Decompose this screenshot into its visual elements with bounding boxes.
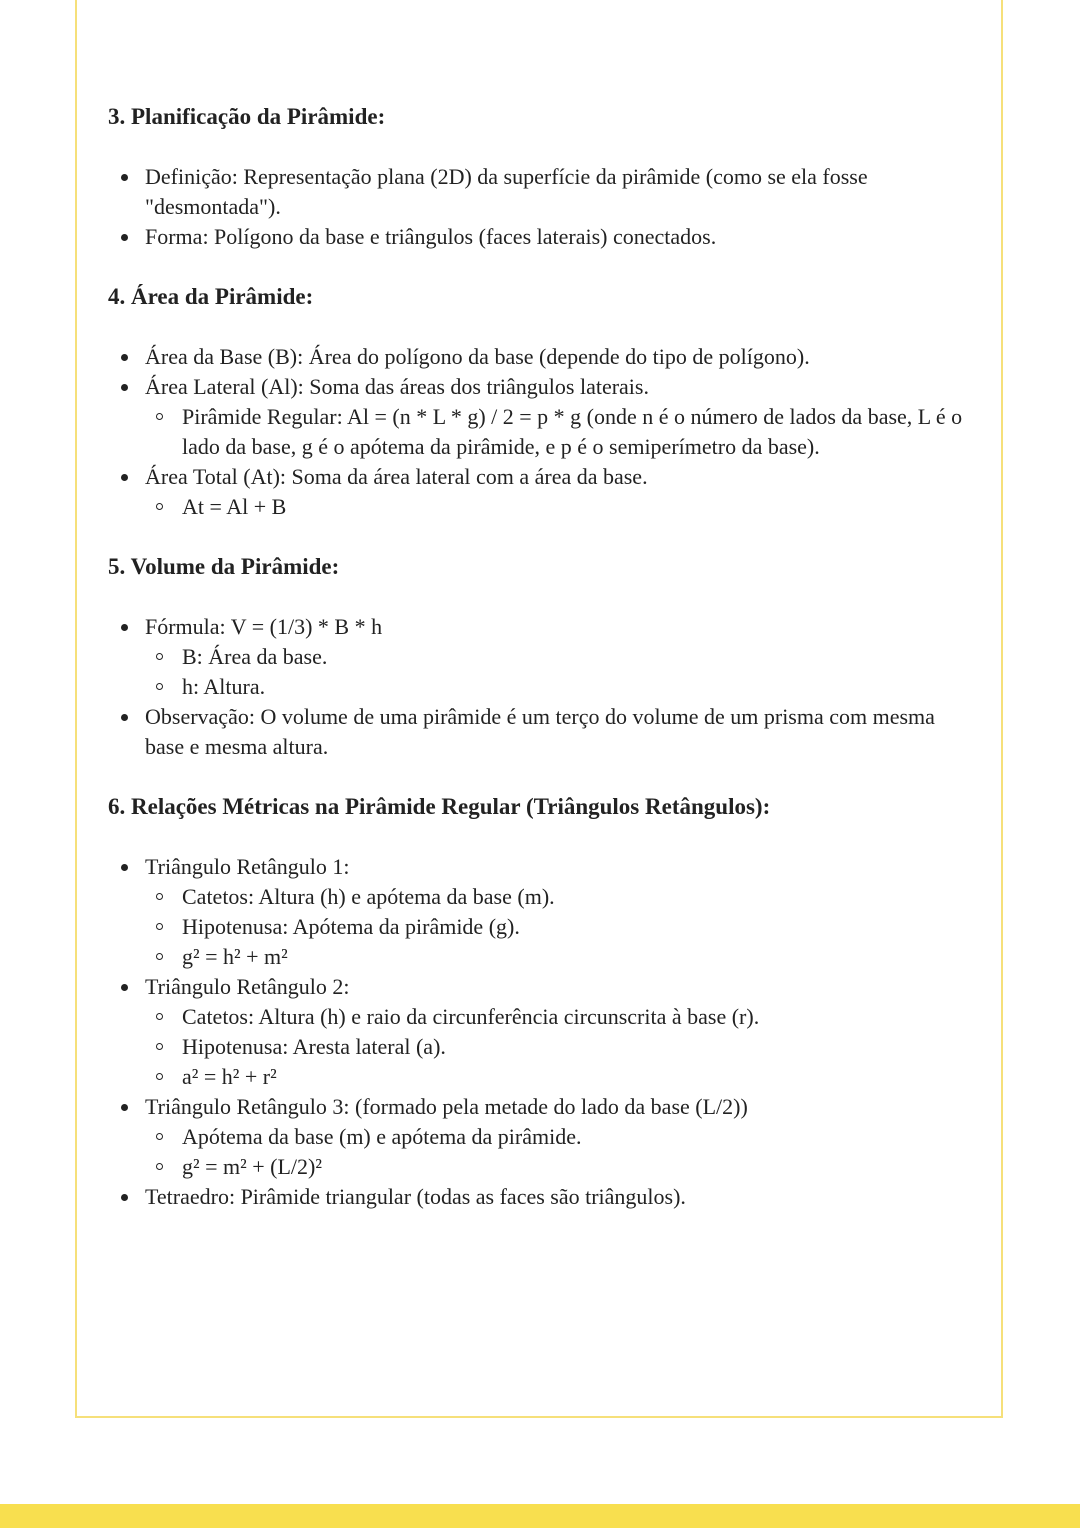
sub-list-item: Hipotenusa: Apótema da pirâmide (g). <box>145 912 978 942</box>
sub-list-item: h: Altura. <box>145 672 978 702</box>
section-heading: 5. Volume da Pirâmide: <box>108 554 340 579</box>
document-content <box>108 102 978 1242</box>
bullet-list <box>108 852 978 1212</box>
list-item: Tetraedro: Pirâmide triangular (todas as faces são triângulos). <box>108 1182 978 1212</box>
bullet-list <box>108 162 978 252</box>
section-relacoes-metricas <box>108 792 978 1212</box>
section-planificacao <box>108 102 978 252</box>
list-item: Triângulo Retângulo 2: Catetos: Altura (h) e raio da circunferência circunscrita à base (r). Hipotenusa: Aresta lateral (a). a² = h² + r² <box>108 972 978 1092</box>
list-item: Triângulo Retângulo 1: Catetos: Altura (h) e apótema da base (m). Hipotenusa: Apótema da pirâmide (g). g² = h² + m² <box>108 852 978 972</box>
section-heading: 3. Planificação da Pirâmide: <box>108 104 386 129</box>
sub-list-item: B: Área da base. <box>145 642 978 672</box>
bottom-accent-band <box>0 1504 1080 1528</box>
section-heading: 4. Área da Pirâmide: <box>108 284 314 309</box>
sub-list-item: g² = h² + m² <box>145 942 978 972</box>
sub-list-item: a² = h² + r² <box>145 1062 978 1092</box>
list-item: Triângulo Retângulo 3: (formado pela metade do lado da base (L/2)) Apótema da base (m) e apótema da pirâmide. g² = m² + (L/2)² <box>108 1092 978 1182</box>
sub-list-item: Pirâmide Regular: Al = (n * L * g) / 2 = p * g (onde n é o número de lados da base, L é o lado da base, g é o apótema da pirâmide, e p é o semiperímetro da base). <box>145 402 978 462</box>
list-item: Área Lateral (Al): Soma das áreas dos triângulos laterais. Pirâmide Regular: Al = (n * L * g) / 2 = p * g (onde n é o número de lados da base, L é o lado da base, g é o apótema da pirâmide, e p é o semiperímetro da base). <box>108 372 978 462</box>
section-volume <box>108 552 978 762</box>
list-item: Fórmula: V = (1/3) * B * h B: Área da base. h: Altura. <box>108 612 978 702</box>
sub-list-item: g² = m² + (L/2)² <box>145 1152 978 1182</box>
sub-list-item: At = Al + B <box>145 492 978 522</box>
sub-list-item: Catetos: Altura (h) e raio da circunferência circunscrita à base (r). <box>145 1002 978 1032</box>
sub-list-item: Catetos: Altura (h) e apótema da base (m). <box>145 882 978 912</box>
sub-list-item: Apótema da base (m) e apótema da pirâmide. <box>145 1122 978 1152</box>
sub-list-item: Hipotenusa: Aresta lateral (a). <box>145 1032 978 1062</box>
list-item: Forma: Polígono da base e triângulos (faces laterais) conectados. <box>108 222 978 252</box>
list-item: Área Total (At): Soma da área lateral com a área da base. At = Al + B <box>108 462 978 522</box>
section-area <box>108 282 978 522</box>
list-item: Observação: O volume de uma pirâmide é um terço do volume de um prisma com mesma base e mesma altura. <box>108 702 978 762</box>
sub-list <box>145 402 978 462</box>
section-heading: 6. Relações Métricas na Pirâmide Regular (Triângulos Retângulos): <box>108 794 771 819</box>
sub-list <box>145 1002 978 1092</box>
list-item: Área da Base (B): Área do polígono da base (depende do tipo de polígono). <box>108 342 978 372</box>
bullet-list <box>108 612 978 762</box>
list-item: Definição: Representação plana (2D) da superfície da pirâmide (como se ela fosse "desmontada"). <box>108 162 978 222</box>
sub-list <box>145 1122 978 1182</box>
sub-list <box>145 882 978 972</box>
sub-list <box>145 642 978 702</box>
sub-list <box>145 492 978 522</box>
bullet-list <box>108 342 978 522</box>
